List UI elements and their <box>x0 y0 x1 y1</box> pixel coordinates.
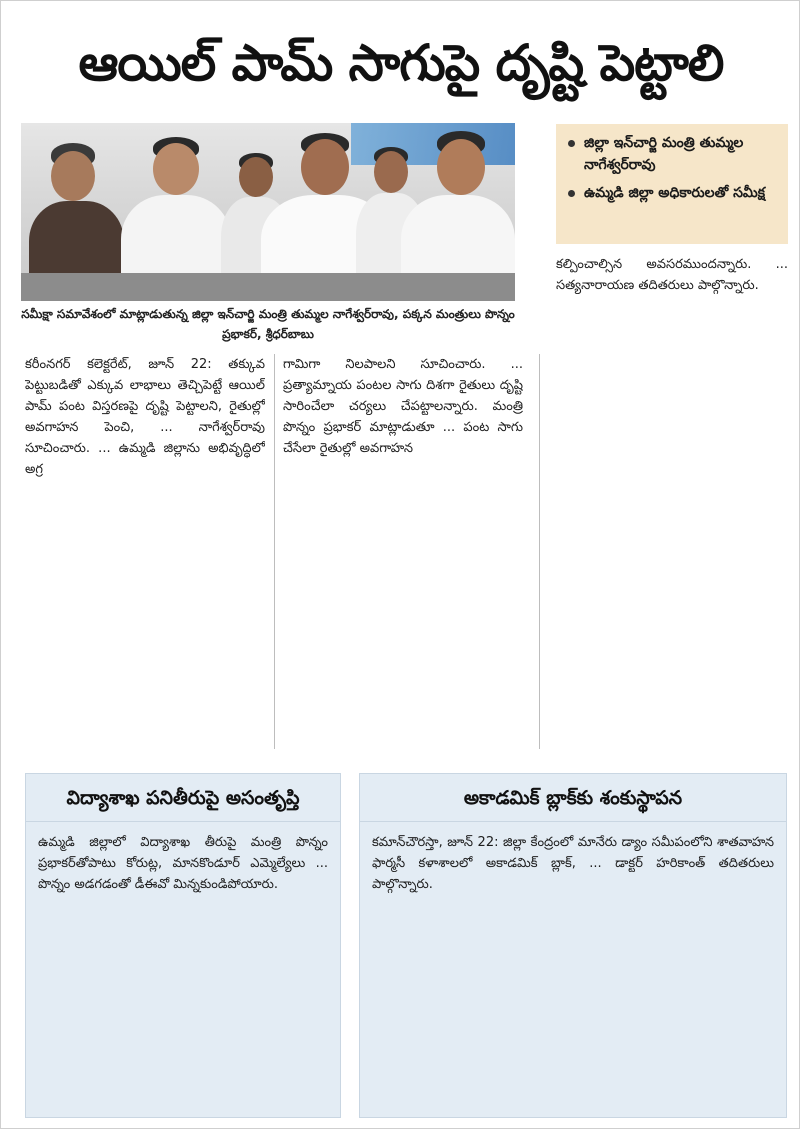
highlights-box <box>556 124 788 244</box>
article-column-3: కల్పించాల్సిన అవసరముందన్నారు. ... సత్యనారాయణ తదితరులు పాల్గొన్నారు. <box>556 257 788 293</box>
column-divider <box>539 354 540 749</box>
column-divider <box>274 354 275 749</box>
headline: ఆయిల్ పామ్ సాగుపై దృష్టి పెట్టాలి <box>78 34 724 92</box>
highlights-list <box>564 132 780 204</box>
sidebar-box-academic-block <box>359 773 787 1118</box>
article-column-2: గామిగా నిలపాలని సూచించారు. ... ప్రత్యామ్నాయ పంటల సాగు దిశగా రైతులు దృష్టి సారించేలా చర్యలు చేపట్టాలన్నారు. మంత్రి పొన్నం ప్రభాకర్ మాట్లాడుతూ ... పంట సాగు చేసేలా రైతుల్లో అవగాహన <box>283 357 523 456</box>
photo-caption: సమీక్షా సమావేశంలో మాట్లాడుతున్న జిల్లా ఇన్‌చార్జి మంత్రి తుమ్మల నాగేశ్వర్‌రావు, పక్కన మంత్రులు పొన్నం ప్రభాకర్, శ్రీధర్‌బాబు <box>21 307 515 341</box>
highlight-item: ఉమ్మడి జిల్లా అధికారులతో సమీక్ష <box>564 182 780 204</box>
photo-table <box>21 273 515 301</box>
article-column-1: కరీంనగర్ కలెక్టరేట్, జూన్ 22: తక్కువ పెట్టుబడితో ఎక్కువ లాభాలు తెచ్చిపెట్టే ఆయిల్ పామ్ పంట విస్తరణపై దృష్టి పెట్టాలని, రైతుల్లో అవగాహన పెంచి, ... నాగేశ్వర్‌రావు సూచించారు. ... ఉమ్మడి జిల్లాను అభివృద్ధిలో అగ్ర <box>25 357 265 477</box>
box-text: కమాన్‌చౌరస్తా, జూన్ 22: జిల్లా కేంద్రంలో మానేరు డ్యాం సమీపంలోని శాతవాహన ఫార్మసీ కళాశాలలో అకాడమిక్ బ్లాక్, ... డాక్టర్ హరికాంత్ తదితరులు పాల్గొన్నారు. <box>372 835 774 892</box>
box-title: విద్యాశాఖ పనితీరుపై అసంతృప్తి <box>26 774 340 822</box>
sidebar-box-education <box>25 773 341 1118</box>
person-1 <box>29 143 124 293</box>
highlight-item: జిల్లా ఇన్‌చార్జి మంత్రి తుమ్మల నాగేశ్వర్‌రావు <box>564 132 780 176</box>
box-title: అకాడమిక్ బ్లాక్‌కు శంకుస్థాపన <box>360 774 786 822</box>
box-text: ఉమ్మడి జిల్లాలో విద్యాశాఖ తీరుపై మంత్రి పొన్నం ప్రభాకర్‌తోపాటు కోరుట్ల, మానకొండూర్ ఎమ్మెల్యేలు ... పొన్నం అడగడంతో డీఈవో మిన్నకుండిపోయారు. <box>38 835 328 892</box>
news-photo <box>21 123 515 301</box>
